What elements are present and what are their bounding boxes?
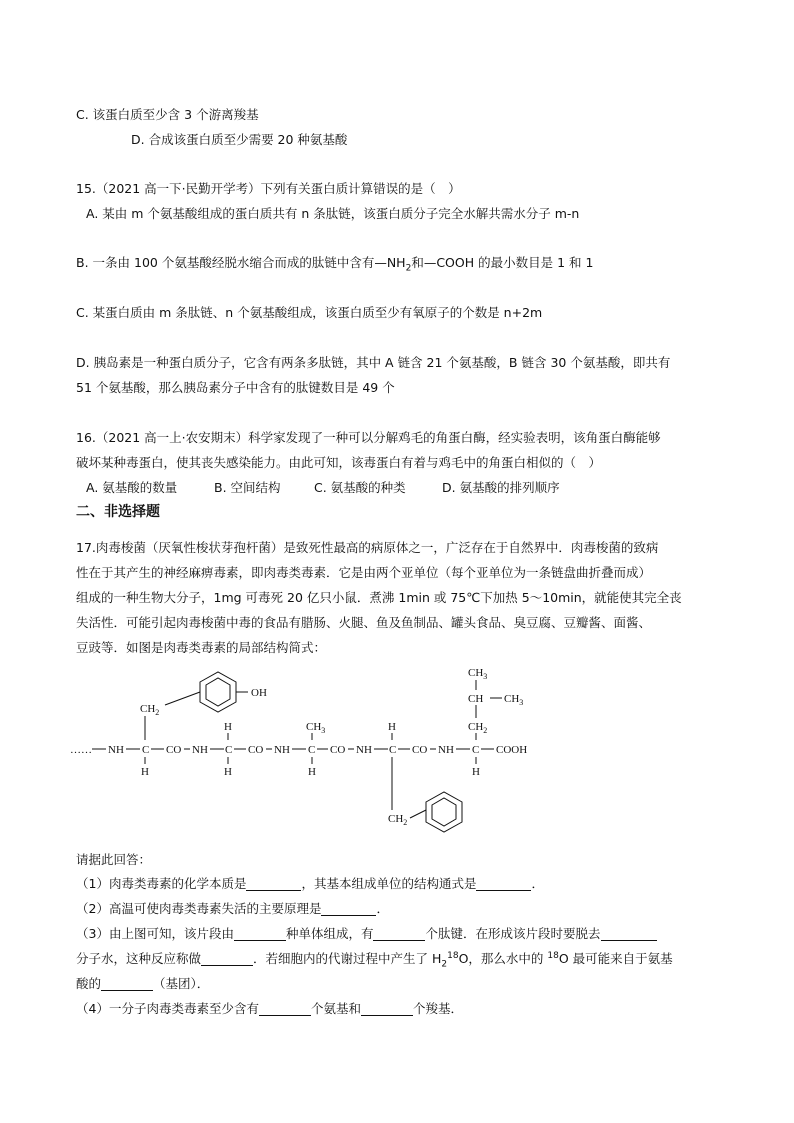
q17-sub-3-line1: （3）由上图可知，该片段由 种单体组成，有 个肽键．在形成该片段时要脱去 <box>76 925 657 943</box>
q16-options <box>86 479 560 497</box>
ch2-label-2: $CH_2$ <box>468 721 488 735</box>
q16-option-a: A. 氨基酸的数量 <box>86 480 178 495</box>
q14-option-c: C. 该蛋白质至少含 3 个游离羧基 <box>76 107 259 122</box>
q17-sub-4: （4）一分子肉毒类毒素至少含有 个氨基和 个羧基． <box>76 1001 463 1016</box>
nh-label-5: NH <box>438 744 454 756</box>
q16-option-b: B. 空间结构 <box>214 480 281 495</box>
q15-option-d-line1: D. 胰岛素是一种蛋白质分子，它含有两条多肽链，其中 A 链含 21 个氨基酸，B 链含 30 个氨基酸，即共有 <box>76 355 671 370</box>
co-label-4: CO <box>412 744 428 756</box>
c-label-1: C <box>142 744 150 756</box>
answer-blank[interactable] <box>234 927 286 941</box>
q17-paragraph-1: 17.肉毒梭菌（厌氧性梭状芽孢杆菌）是致死性最高的病原体之一，广泛存在于自然界中．肉毒梭菌的致病 <box>76 540 659 555</box>
answer-blank[interactable] <box>201 952 253 966</box>
nh-label-4: NH <box>356 744 372 756</box>
h-label-lower-3: H <box>308 766 316 778</box>
answer-blank[interactable] <box>361 1002 413 1016</box>
h-label-lower-1: H <box>141 766 149 778</box>
ch2-label-3: $CH_2$ <box>388 813 408 827</box>
q17-paragraph-4: 失活性．可能引起肉毒梭菌中毒的食品有腊肠、火腿、鱼及鱼制品、罐头食品、臭豆腐、豆瓣酱、面酱、 <box>76 615 652 630</box>
answer-blank[interactable] <box>373 927 425 941</box>
q16-option-c: C. 氨基酸的种类 <box>314 480 406 495</box>
nh-label-3: NH <box>274 744 290 756</box>
h-label-lower-5: H <box>472 766 480 778</box>
q15-option-a: A. 某由 m 个氨基酸组成的蛋白质共有 n 条肽链，该蛋白质分子完全水解共需水分子 m-n <box>86 206 580 221</box>
c-label-4: C <box>389 744 397 756</box>
c-label-5: C <box>472 744 480 756</box>
cooh-label: COOH <box>496 744 528 756</box>
co-label-3: CO <box>330 744 346 756</box>
peptide-structure-diagram <box>70 660 550 835</box>
tyrosine-side-chain <box>145 672 248 740</box>
answer-blank[interactable] <box>246 877 301 891</box>
q17-paragraph-2: 性在于其产生的神经麻痹毒素，即肉毒类毒素．它是由两个亚单位（每个亚单位为一条链盘曲折叠而成） <box>76 565 652 580</box>
q17-prompt: 请据此回答： <box>76 852 152 867</box>
h-label-lower-2: H <box>224 766 232 778</box>
answer-blank[interactable] <box>259 1002 311 1016</box>
q17-paragraph-3: 组成的一种生物大分子，1mg 可毒死 20 亿只小鼠．煮沸 1min 或 75℃下加热 5～10min，就能使其完全丧 <box>76 590 682 605</box>
q15-option-d-line2: 51 个氨基酸，那么胰岛素分子中含有的肽键数目是 49 个 <box>76 380 395 395</box>
co-label-2: CO <box>248 744 264 756</box>
ch3-label-top: $CH_3$ <box>468 667 488 681</box>
ch2-label-1: $CH_2$ <box>140 703 160 717</box>
q15-option-b: B. 一条由 100 个氨基酸经脱水缩合而成的肽链中含有$—NH_2$和—COOH 的最小数目是 1 和 1 <box>76 255 594 274</box>
q16-stem-line2: 破坏某种毒蛋白，使其丧失感染能力。由此可知，该毒蛋白有着与鸡毛中的角蛋白相似的（ ） <box>76 455 602 470</box>
h-label-upper-4: H <box>388 721 396 733</box>
q16-stem-line1: 16.（2021 高一上·农安期末）科学家发现了一种可以分解鸡毛的角蛋白酶，经实验表明，该角蛋白酶能够 <box>76 430 661 445</box>
nh-label-2: NH <box>192 744 208 756</box>
c-label-3: C <box>308 744 316 756</box>
co-label-1: CO <box>166 744 182 756</box>
ch3-label-upper: $CH_3$ <box>306 721 326 735</box>
q17-sub-2: （2）高温可使肉毒类毒素失活的主要原理是 ． <box>76 901 389 916</box>
nh-label-1: NH <box>108 744 124 756</box>
section-title: 二、非选择题 <box>76 504 160 520</box>
answer-blank[interactable] <box>476 877 531 891</box>
q17-paragraph-5: 豆豉等．如图是肉毒类毒素的局部结构简式： <box>76 640 327 655</box>
answer-blank[interactable] <box>101 977 153 991</box>
h-label-upper-2: H <box>224 721 232 733</box>
answer-blank[interactable] <box>321 902 376 916</box>
oh-label: OH <box>251 687 267 699</box>
ch-label: CH <box>468 693 484 705</box>
chain-start: …… <box>70 744 92 756</box>
q17-sub-3-line2: 分子水，这种反应称做 ．若细胞内的代谢过程中产生了 $H_2^{18}O$，那么水中的 $^{18}$O 最可能来自于氨基 <box>76 950 673 970</box>
q17-sub-3-line3: 酸的 （基团）． <box>76 976 210 991</box>
q14-option-d: D. 合成该蛋白质至少需要 20 种氨基酸 <box>131 132 348 147</box>
answer-blank[interactable] <box>601 927 657 941</box>
q15-option-c: C. 某蛋白质由 m 条肽链、n 个氨基酸组成，该蛋白质至少有氧原子的个数是 n+2m <box>76 305 543 320</box>
q17-sub-1: （1）肉毒类毒素的化学本质是 ，其基本组成单位的结构通式是 ． <box>76 876 544 891</box>
ch3-label-right: $CH_3$ <box>504 693 524 707</box>
q15-stem: 15.（2021 高一下·民勤开学考）下列有关蛋白质计算错误的是（ ） <box>76 181 461 196</box>
q16-option-d: D. 氨基酸的排列顺序 <box>442 480 560 495</box>
c-label-2: C <box>225 744 233 756</box>
